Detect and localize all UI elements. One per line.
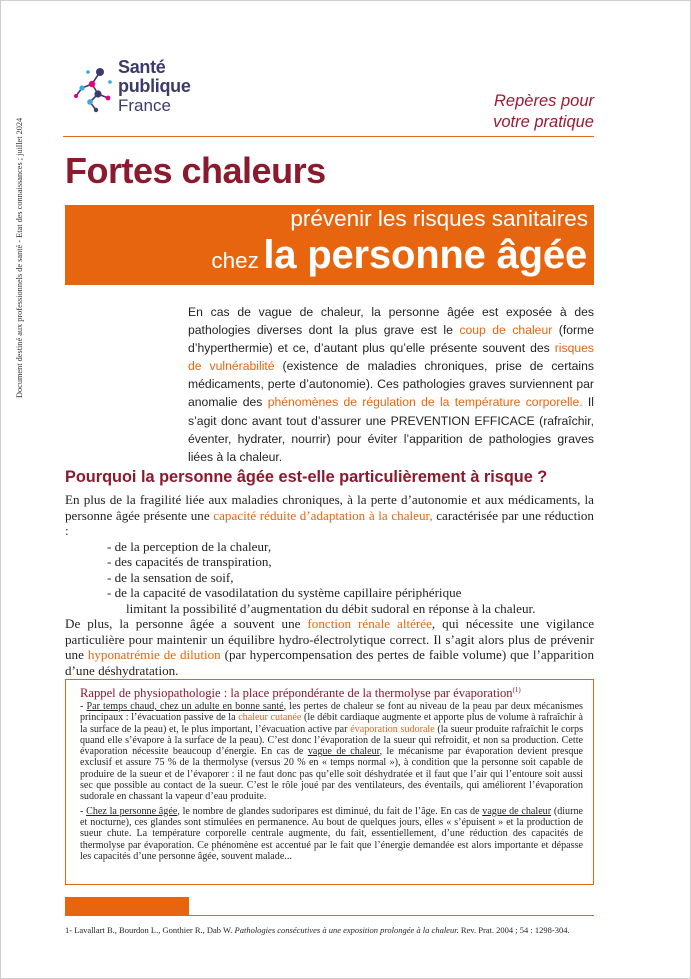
intro-text: (existence de maladies chroniques, prise de certains médicaments, perte d’autonomie). Ces pathologies graves surviennent par anomalie des <box>188 359 594 410</box>
banner-headline: la personne âgée <box>263 233 587 277</box>
footnote-source: Rev. Prat. 2004 ; 54 : 1298-304. <box>458 925 570 935</box>
box-highlight: chaleur cutanée <box>238 712 302 724</box>
intro-text: En cas de vague de chaleur, la personne âgée est exposée à des pathologies diverses dont la plus grave est le <box>188 305 594 338</box>
physiopathology-box <box>65 679 594 885</box>
box-text: (diurne et nocturne), ces glandes sont stimulées en permanence. Au bout de quelques jours, elles « s’épuisent » et la production de sueur chute. La température corporelle centrale augmente, du fait, essentiellement, d’une réduction des capacités de thermolyse par évaporation. Ce phénomène est accentué par le fait que l’énergie demandée est alors importante et dépasse les capacités d’une personne âgée, souvent malade... <box>80 805 583 862</box>
box-text: (le débit cardiaque augmente et apporte plus de volume à rafraîchir à la surface de la peau) et, le plus important, l’évacuation active par <box>80 712 583 735</box>
paragraph-text: De plus, la personne âgée a souvent une <box>65 616 308 631</box>
box-underlined: Chez la personne âgée <box>86 805 178 817</box>
paragraph-text: , qui nécessite une vigilance particulière pour maintenir un équilibre hydro-électrolytique correct. Il s’agit alors plus de prévenir une <box>65 616 595 662</box>
section-body <box>65 492 594 678</box>
list-item-continuation <box>107 601 594 617</box>
footer-divider <box>65 915 594 916</box>
list-item: - de la perception de la chaleur, <box>107 538 272 554</box>
reperes-line-2: votre pratique <box>493 113 594 131</box>
box-underlined: Par temps chaud, chez un adulte en bonne santé <box>86 701 284 712</box>
paragraph-text: En plus de la fragilité liée aux maladies chroniques, à la perte d’autonomie et aux médicaments, la personne âgée présente une <box>65 492 594 523</box>
paragraph-highlight: hyponatrémie de dilution <box>87 647 221 662</box>
footnote <box>65 925 594 935</box>
box-text: (la sueur produite rafraîchit le corps quand elle s’évapore à la surface de la peau). C’est donc l’évaporation de la sueur qui refroidit, et non sa production. Cette évaporation nécessite beaucoup d’énergie. En cas de <box>80 723 583 758</box>
paragraph-2 <box>65 616 594 678</box>
banner-main-line <box>211 233 587 278</box>
box-paragraph-1: - Par temps chaud, chez un adulte en bonne santé, les pertes de chaleur se font au niveau de la peau par deux mécanismes principaux : l’évacuation passive de la chaleur cutanée (le débit cardiaque augmente et apporte plus de volume à rafraîchir à la surface de la peau) et, le plus important, l’évacuation active par évaporation sudorale (la sueur produite rafraîchit le corps quand elle s’évapore à la surface de la peau). C’est donc l’évaporation de la sueur qui refroidit, et non sa production. Cette évaporation nécessite beaucoup d’énergie. En cas de vague de chaleur, le mécanisme par évaporation devient presque exclusif et assure 75 % de la thermolyse (versus 20 % en « temps normal »), à condition que la personne soit capable de produire de la sueur et de l’évaporer : il ne faut donc pas qu’elle soit déshydratée et il faut que l’air qui l’entoure soit aussi sec que possible au contact de la sueur. C’est le rôle joué par des ventilateurs, des éventails, qui améliorent l’évaporation sudorale en chassant la vapeur d’eau produite. <box>80 701 583 803</box>
paragraph-text: (par hypercompensation des pertes de faible volume) que l’apparition d’une déshydratation. <box>65 647 594 678</box>
box-text: , le mécanisme par évaporation devient presque exclusif et assure 75 % de la thermolyse (versus 20 % en « temps normal »), à condition que la personne soit capable de produire de la sueur et de l’évaporer : il ne faut donc pas qu’elle soit déshydratée et il faut que l’air qui l’entoure soit aussi sec que possible au contact de la sueur. C’est le rôle joué par des ventilateurs, des éventails, qui améliorent l’évaporation sudorale en chassant la vapeur d’eau produite. <box>80 746 583 803</box>
logo-line-3: France <box>118 96 171 115</box>
banner-subtitle: prévenir les risques sanitaires <box>290 206 588 231</box>
footnote-ref: (1) <box>512 686 521 694</box>
list-item: - des capacités de transpiration, <box>107 554 272 569</box>
intro-paragraph <box>188 303 594 466</box>
list-item-continuation-text: limitant la possibilité d’augmentation du débit sudoral en réponse à la chaleur. <box>126 600 536 616</box>
reperes-line-1: Repères pour <box>494 92 594 110</box>
list-item: - de la capacité de vasodilatation du système capillaire périphérique <box>107 585 462 600</box>
title-banner <box>65 205 594 285</box>
intro-text: Il s’agit donc avant tout d’assurer une PREVENTION EFFICACE (rafraîchir, éventer, hydrater, nourrir) pour éviter l’apparition de pathologies graves liées à la chaleur. <box>188 395 595 464</box>
intro-highlight: risques de vulnérabilité <box>188 341 594 374</box>
box-body <box>80 701 583 865</box>
banner-chez: chez <box>211 248 259 273</box>
paragraph-text: caractérisée par une réduction : <box>65 507 594 538</box>
section-title: Pourquoi la personne âgée est-elle particulièrement à risque ? <box>65 468 548 486</box>
box-title-text: Rappel de physiopathologie : la place prépondérante de la thermolyse par évaporation <box>80 686 513 701</box>
paragraph-highlight: capacité réduite d’adaptation à la chaleur, <box>213 507 433 523</box>
box-underlined: vague de chaleur <box>482 805 552 817</box>
paragraph-1 <box>65 492 594 539</box>
side-note: Document destiné aux professionnels de santé - Etat des connaissances ; juillet 2024 <box>15 117 24 398</box>
footnote-title: Pathologies consécutives à une exposition prolongée à la chaleur. <box>234 925 459 935</box>
box-underlined: vague de chaleur <box>307 746 380 758</box>
footnote-authors: 1- Lavallart B., Bourdon L., Gonthier R., Dab W. <box>65 925 235 935</box>
header-divider <box>63 136 594 137</box>
logo-network-icon <box>70 58 118 122</box>
box-title <box>80 686 521 701</box>
reperes-label <box>493 91 594 133</box>
box-text: , les pertes de chaleur se font au niveau de la peau par deux mécanismes principaux : l’évacuation passive de la <box>80 701 583 724</box>
reduction-list <box>107 539 594 617</box>
sante-publique-france-logo <box>70 58 210 122</box>
intro-text: (forme d’hyperthermie) et ce, d’autant plus qu’elle présente souvent des <box>188 323 594 356</box>
list-item: - de la sensation de soif, <box>107 569 234 585</box>
paragraph-highlight: fonction rénale altérée <box>307 616 432 631</box>
intro-highlight: phénomènes de régulation de la température corporelle. <box>267 395 583 410</box>
footer-accent-bar <box>65 897 189 915</box>
box-text: , le nombre de glandes sudoripares est diminué, du fait de l’âge. En cas de <box>177 805 483 817</box>
logo-line-1: Santé <box>118 57 166 77</box>
box-paragraph-2: - Chez la personne âgée, le nombre de glandes sudoripares est diminué, du fait de l’âge. En cas de vague de chaleur (diurne et nocturne), ces glandes sont stimulées en permanence. Au bout de quelques jours, elles « s’épuisent » et la production de sueur chute. La température corporelle centrale augmente, du fait, essentiellement, d’une réduction des capacités de thermolyse par évaporation. Ce phénomène est accentué par le fait que l’énergie demandée est alors importante et dépasse les capacités d’une personne âgée, souvent malade... <box>80 805 583 862</box>
logo-line-2: publique <box>118 76 191 96</box>
box-highlight: évaporation sudorale <box>350 723 435 735</box>
intro-highlight: coup de chaleur <box>459 323 553 338</box>
page-title: Fortes chaleurs <box>65 150 326 191</box>
